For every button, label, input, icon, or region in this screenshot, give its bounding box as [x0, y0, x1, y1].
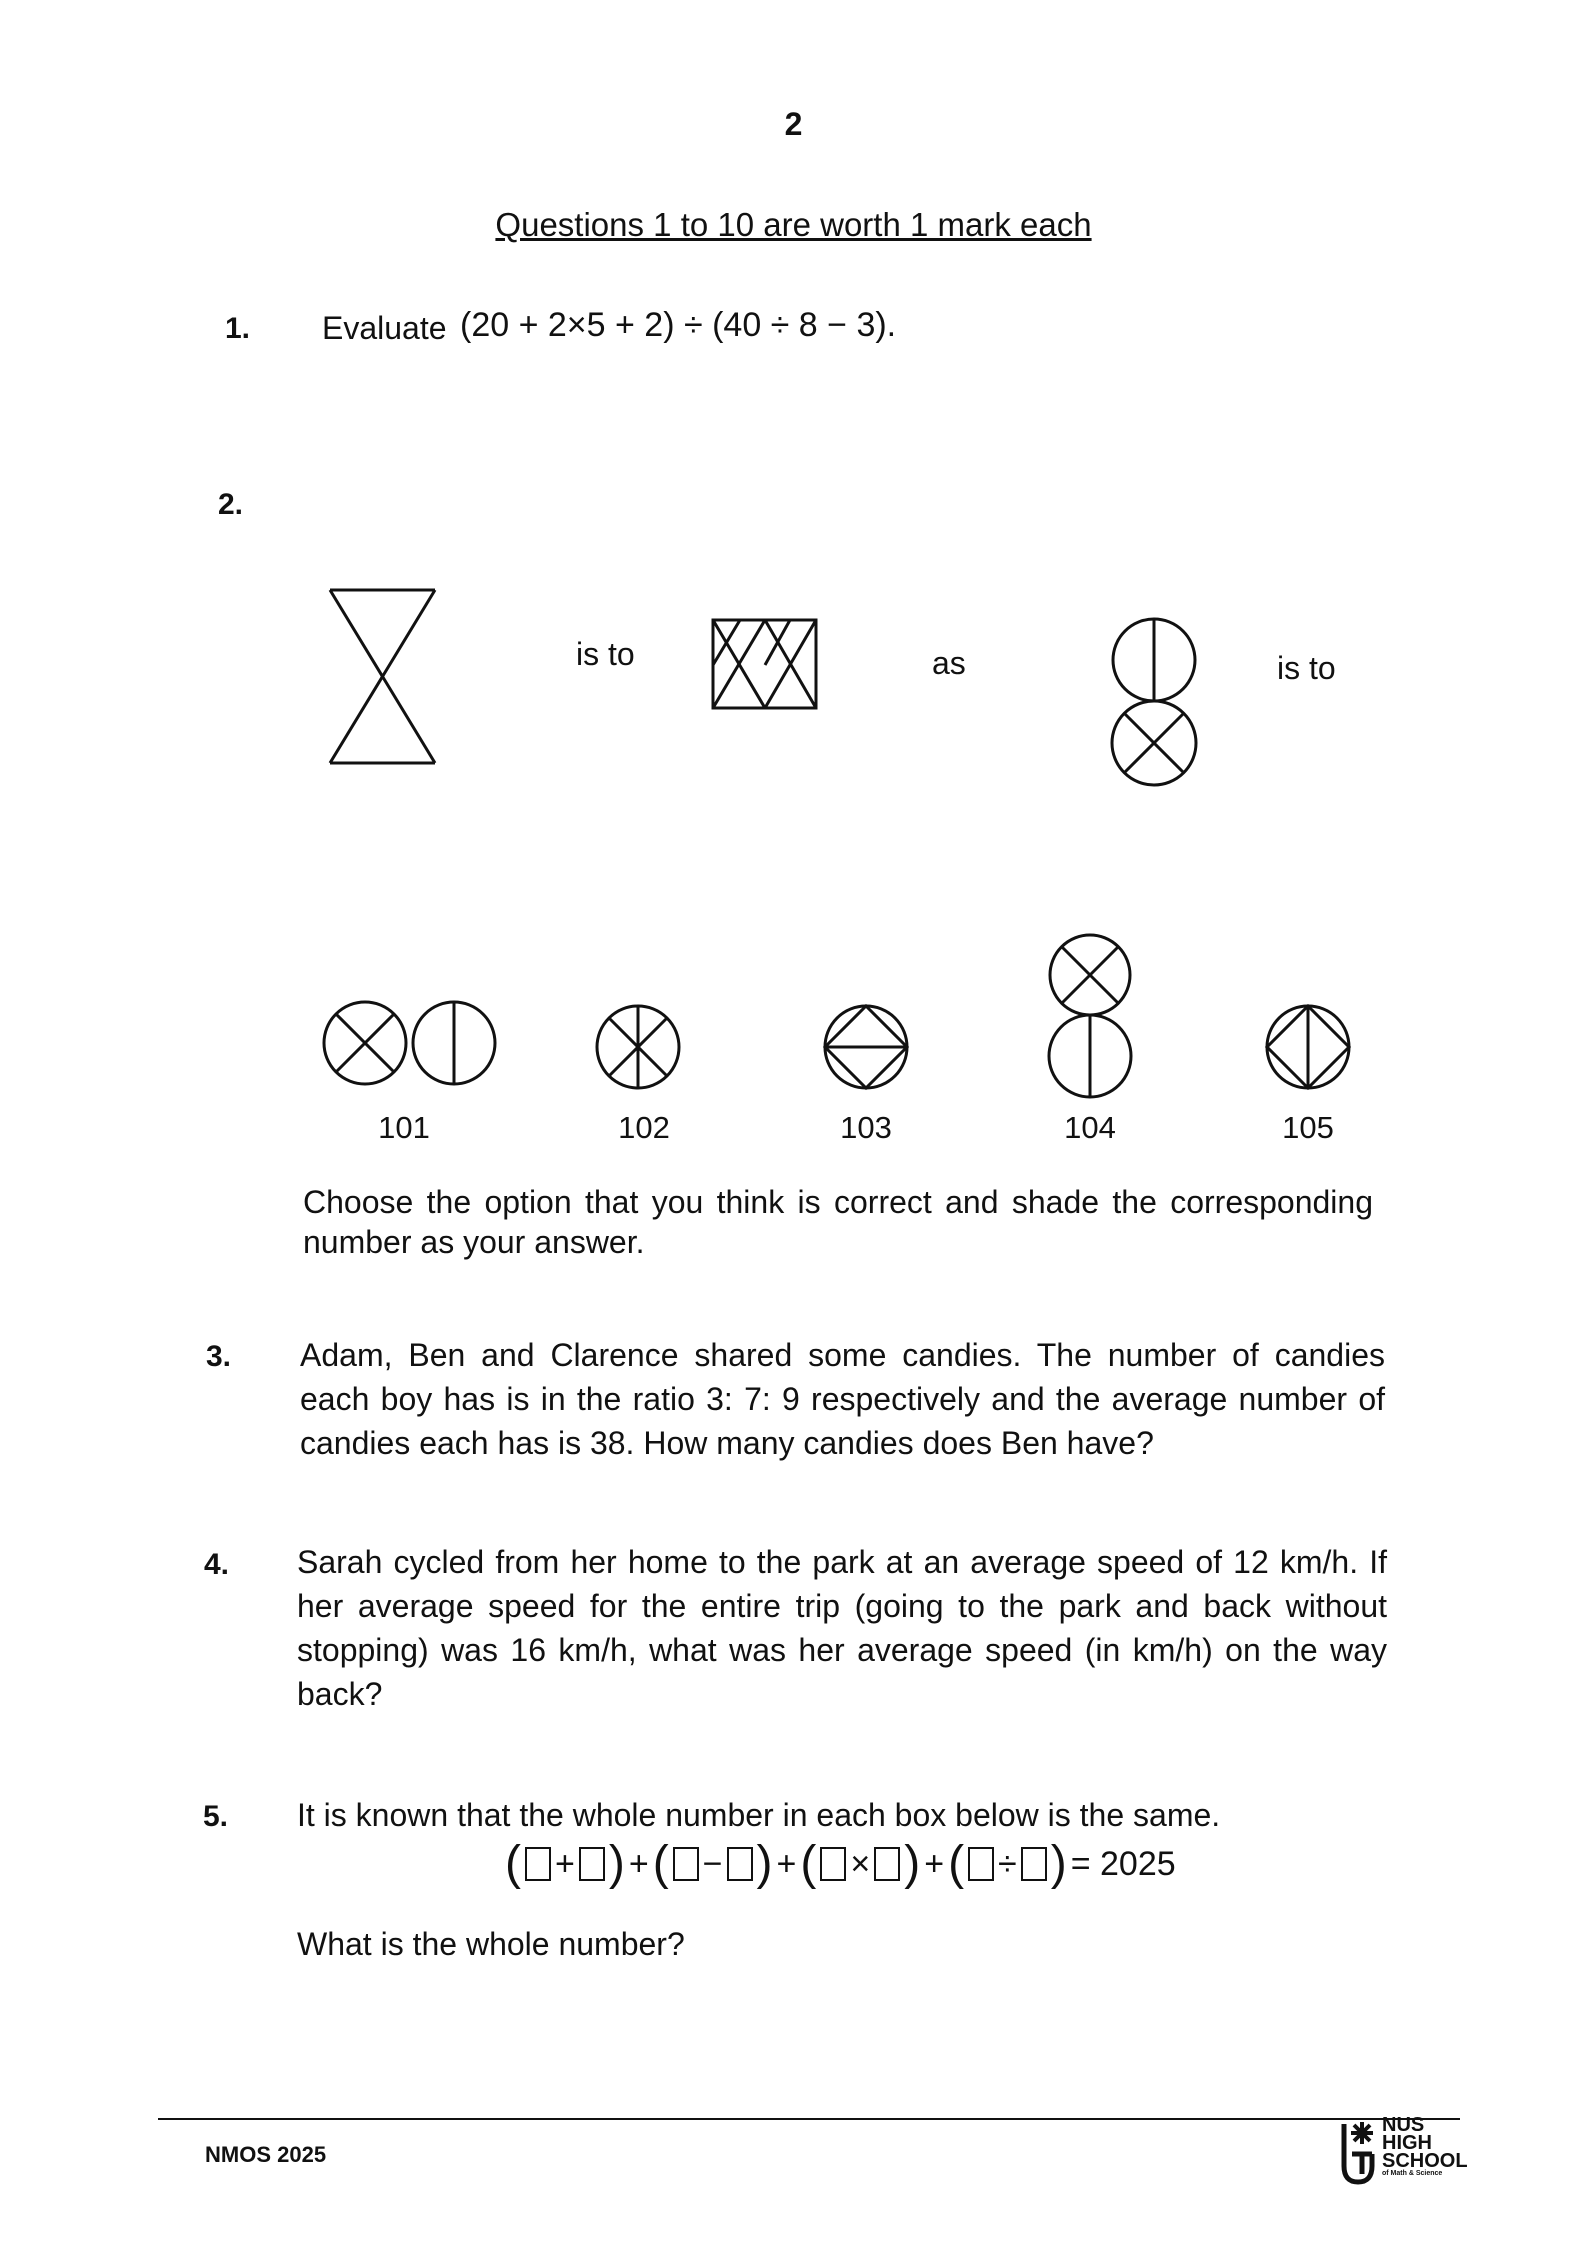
figure-hourglass — [330, 590, 435, 763]
equation-operator: × — [850, 1844, 871, 1883]
question-4-text: Sarah cycled from her home to the park at an average speed of 12 km/h. If her average speed for the entire trip (going to the park and back without stopping) was 16 km/h, what was her average speed (in km/h) on the way back? — [297, 1544, 1387, 1712]
question-1-number: 1. — [225, 312, 251, 345]
question-5-equation: ( + ) + ( − ) + ( × ) + ( ÷ ) = 2025 — [505, 1837, 1176, 1890]
footer-label: NMOS 2025 — [205, 2142, 327, 2167]
equation-box — [579, 1847, 605, 1881]
question-3-text: Adam, Ben and Clarence shared some candies. The number of candies each boy has is in the ratio 3: 7: 9 respectively and the average number of candies each has is 38. How many candies does Ben have? — [300, 1337, 1385, 1461]
page-number: 2 — [784, 106, 803, 142]
question-2-number: 2. — [218, 488, 244, 521]
equation-joiner: + — [776, 1844, 797, 1883]
question-4-number: 4. — [204, 1548, 230, 1581]
option-101-figure — [324, 1002, 495, 1084]
option-101-label[interactable]: 101 — [378, 1110, 430, 1145]
logo-line-1: NUS — [1382, 2114, 1425, 2136]
option-102-figure — [597, 1006, 679, 1088]
logo-line-3: SCHOOL — [1382, 2150, 1468, 2172]
option-104-figure — [1049, 935, 1131, 1097]
equation-joiner: + — [924, 1844, 945, 1883]
question-5-question: What is the whole number? — [297, 1926, 685, 1962]
figure-double-hourglass — [713, 620, 816, 708]
question-2-instruction-line2: number as your answer. — [303, 1224, 645, 1260]
option-105-label[interactable]: 105 — [1282, 1110, 1334, 1145]
equation-box — [1021, 1847, 1047, 1881]
figure-stacked-circles — [1112, 619, 1196, 785]
option-104-label[interactable]: 104 — [1064, 1110, 1116, 1145]
logo-mark-icon — [1338, 2118, 1378, 2188]
equation-operator: + — [554, 1844, 575, 1883]
question-1-expression: (20 + 2×5 + 2) ÷ (40 ÷ 8 − 3). — [460, 306, 897, 344]
is-to-label-2: is to — [1277, 650, 1336, 686]
equation-box — [968, 1847, 994, 1881]
option-103-label[interactable]: 103 — [840, 1110, 892, 1145]
equation-operator: ÷ — [998, 1844, 1017, 1883]
school-logo — [1338, 2114, 1478, 2194]
question-5-number: 5. — [203, 1800, 229, 1833]
question-3-number: 3. — [206, 1340, 232, 1373]
equation-result: = 2025 — [1070, 1844, 1176, 1883]
option-102-label[interactable]: 102 — [618, 1110, 670, 1145]
question-1-label: Evaluate — [322, 310, 447, 346]
equation-joiner: + — [628, 1844, 649, 1883]
section-heading: Questions 1 to 10 are worth 1 mark each — [495, 206, 1092, 243]
footer-divider — [158, 2118, 1460, 2120]
equation-box — [673, 1847, 699, 1881]
equation-box — [874, 1847, 900, 1881]
option-105-figure — [1267, 1006, 1349, 1088]
equation-operator: − — [702, 1844, 723, 1883]
equation-box — [525, 1847, 551, 1881]
equation-box — [820, 1847, 846, 1881]
option-103-figure — [825, 1006, 907, 1088]
logo-line-2: HIGH — [1382, 2132, 1432, 2154]
as-label: as — [932, 645, 966, 681]
logo-line-4: of Math & Science — [1382, 2170, 1443, 2177]
question-2-instruction-line1: Choose the option that you think is correct and shade the corresponding — [303, 1184, 1373, 1220]
is-to-label-1: is to — [576, 636, 635, 672]
equation-box — [727, 1847, 753, 1881]
question-5-text: It is known that the whole number in each box below is the same. — [297, 1797, 1221, 1833]
